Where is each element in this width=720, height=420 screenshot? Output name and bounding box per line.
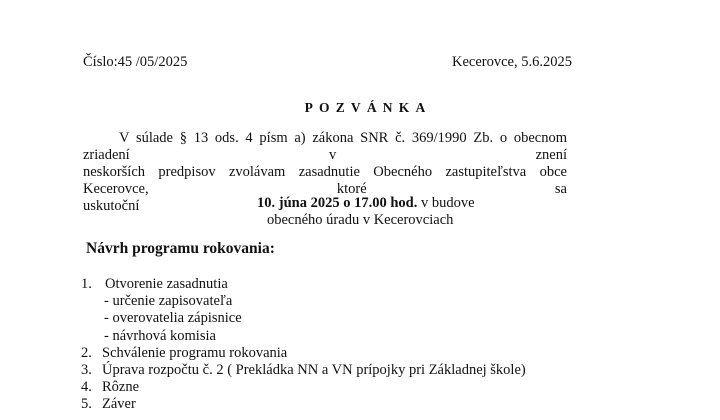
meeting-location-part1: v budove [417,195,475,211]
agenda-item-4 [81,379,526,396]
agenda-list [81,276,526,414]
agenda-item-1 [81,276,526,293]
agenda-item-label: Záver [102,396,136,413]
meeting-location: obecného úradu v Kecerovciach [267,212,454,228]
agenda-subitem-1: - určenie zapisovateľa [104,293,233,310]
agenda-item-number: 3. [81,362,92,379]
agenda-subitem-3: - návrhová komisia [104,327,216,344]
meeting-datetime: 10. júna 2025 o 17.00 hod. [257,195,418,211]
intro-line-1: V súlade § 13 ods. 4 písm a) zákona SNR č. 369/1990 Zb. o obecnom zriadení v znení [83,130,567,163]
agenda-item-2 [81,345,526,362]
agenda-item-label: Úprava rozpočtu č. 2 ( Prekládka NN a VN prípojky pri Základnej škole) [102,362,526,379]
agenda-subitem-2: - overovatelia zápisnice [104,310,242,327]
agenda-heading: Návrh programu rokovania: [86,240,275,257]
agenda-item-5 [81,396,526,413]
reference-number: Číslo:45 /05/2025 [83,54,188,70]
agenda-item-number: 4. [81,379,92,396]
agenda-item-label: Otvorenie zasadnutia [105,276,228,292]
agenda-item-3 [81,362,526,379]
meeting-datetime-line [257,195,475,212]
agenda-item-label: Schválenie programu rokovania [102,344,288,361]
agenda-item-number: 5. [81,396,92,413]
intro-line-3: uskutoční [83,198,140,214]
agenda-item-number: 1. [81,276,92,292]
agenda-item-number: 2. [81,344,92,361]
place-and-date: Kecerovce, 5.6.2025 [452,54,572,70]
document-title: POZVÁNKA [304,100,432,115]
intro-line-2: neskorších predpisov zvolávam zasadnutie Obecného zastupiteľstva obce Kecerovce, ktoré sa [83,164,567,197]
agenda-item-label: Rôzne [102,379,140,396]
